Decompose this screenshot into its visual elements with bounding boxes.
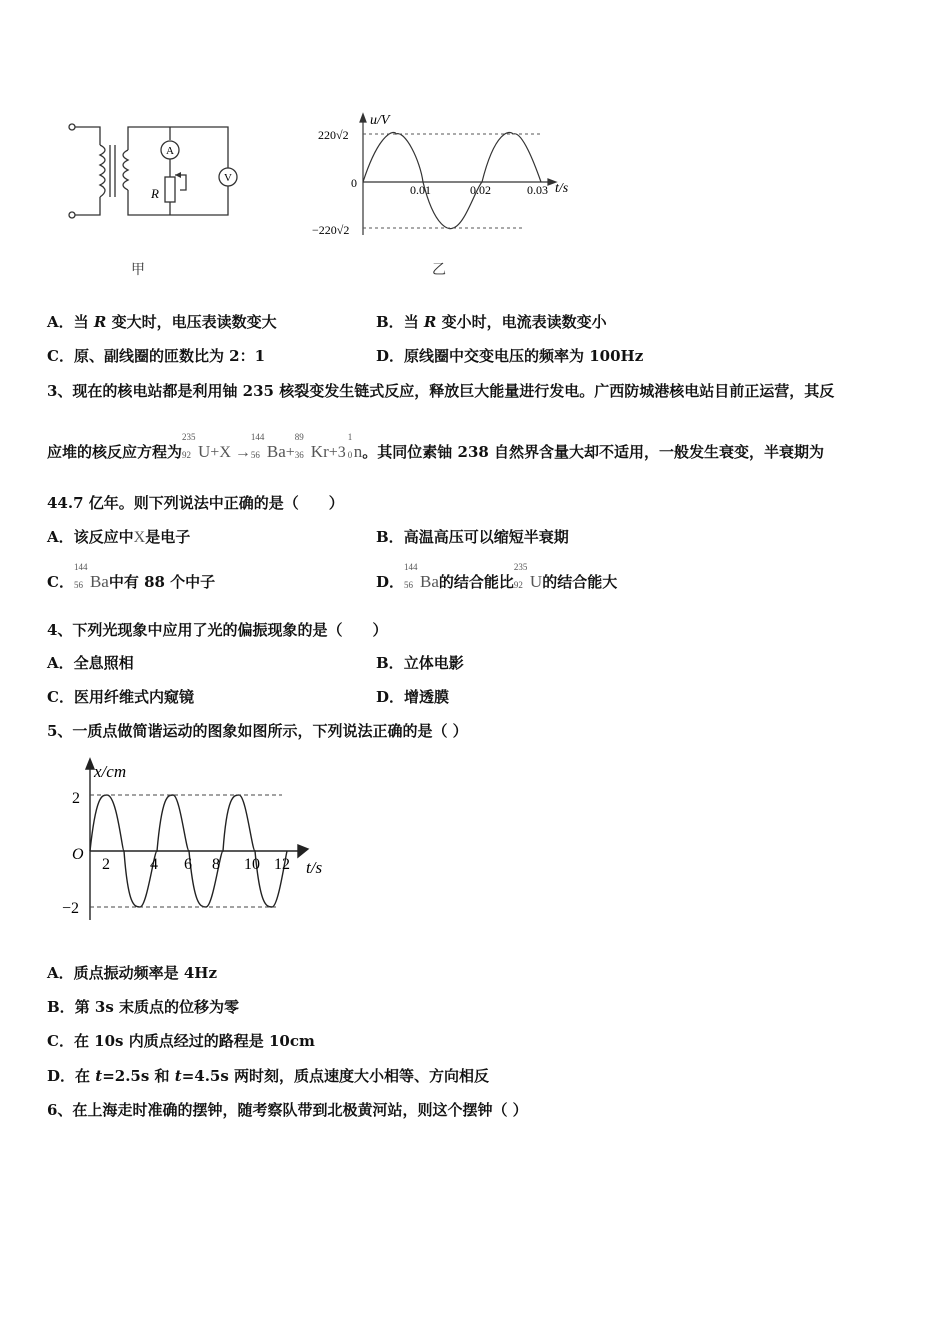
q2-option-d: D．原线圈中交变电压的频率为 100Hz bbox=[376, 347, 644, 365]
ammeter-label: A bbox=[166, 145, 174, 157]
q6-stem: 6、在上海走时准确的摆钟，随考察队带到北极黄河站，则这个摆钟（ ） bbox=[47, 1101, 528, 1119]
tick-label: 0.03 bbox=[527, 183, 548, 197]
oscillation-graph bbox=[62, 755, 342, 925]
tick-label: 6 bbox=[184, 856, 192, 873]
q4-option-a: A．全息照相 bbox=[47, 654, 134, 672]
q4-option-b: B．立体电影 bbox=[376, 654, 464, 672]
q5-option-a: A．质点振动频率是 4Hz bbox=[47, 964, 217, 982]
resistor-label: R bbox=[151, 186, 159, 201]
x-axis-label: t/s bbox=[555, 181, 569, 196]
q2-option-b: B．当 R 变小时，电流表读数变小 bbox=[376, 313, 607, 331]
q3-option-b: B．高温高压可以缩短半衰期 bbox=[376, 528, 569, 546]
tick-label: 4 bbox=[150, 856, 158, 873]
q4-stem: 4、下列光现象中应用了光的偏振现象的是（ ） bbox=[47, 621, 388, 639]
q5-option-b: B．第 3s 末质点的位移为零 bbox=[47, 998, 240, 1016]
tick-label: 0.02 bbox=[470, 183, 491, 197]
tick-label: 0.01 bbox=[410, 183, 431, 197]
origin-label: 0 bbox=[351, 176, 357, 190]
q2-option-c: C．原、副线圈的匝数比为 2：1 bbox=[47, 347, 266, 365]
tick-label: 12 bbox=[274, 856, 290, 873]
voltmeter-label: V bbox=[224, 172, 232, 184]
q3-option-a: A．该反应中X是电子 bbox=[47, 528, 191, 546]
y-max-label: 2 bbox=[72, 790, 80, 807]
q3-stem-line3: 44.7 亿年。则下列说法中正确的是（ ） bbox=[47, 494, 344, 512]
y-min-label: −220√2 bbox=[312, 223, 350, 237]
q5-option-d: D．在 t=2.5s 和 t=4.5s 两时刻，质点速度大小相等、方向相反 bbox=[47, 1067, 490, 1085]
origin-label: O bbox=[72, 846, 84, 863]
tick-label: 2 bbox=[102, 856, 110, 873]
q4-option-c: C．医用纤维式内窥镜 bbox=[47, 688, 194, 706]
tick-label: 10 bbox=[244, 856, 260, 873]
q5-stem: 5、一质点做简谐运动的图象如图所示，下列说法正确的是（ ） bbox=[47, 722, 468, 740]
y-min-label: −2 bbox=[62, 900, 80, 917]
q3-stem-line1: 3、现在的核电站都是利用铀 235 核裂变发生链式反应，释放巨大能量进行发电。广西防城港核电站目前正运营，其反 bbox=[47, 382, 835, 400]
voltage-graph-yi bbox=[310, 110, 590, 240]
figure-jia-caption: 甲 bbox=[131, 262, 145, 278]
tick-label: 8 bbox=[212, 856, 220, 873]
circuit-diagram-jia bbox=[60, 115, 250, 230]
q3-stem-line2: 应堆的核反应方程为 235 92 U+X → 144 56 Ba+ 89 36 Kr+3 1 0 n。其同位素铀 238 自然界含量大却不适用，一般发生衰变，半衰期为 bbox=[47, 432, 825, 461]
x-axis-label: t/s bbox=[306, 858, 323, 877]
q3-option-d: D． 144 56 Ba的结合能比 235 92 U的结合能大 bbox=[376, 562, 618, 591]
y-axis-label: x/cm bbox=[94, 762, 127, 781]
nuclear-equation: 235 92 U+X → 144 56 Ba+ 89 36 Kr+3 1 0 n bbox=[182, 432, 363, 461]
q3-option-c: C． 144 56 Ba中有 88 个中子 bbox=[47, 562, 216, 591]
y-axis-label: u/V bbox=[370, 113, 390, 128]
q5-option-c: C．在 10s 内质点经过的路程是 10cm bbox=[47, 1032, 315, 1050]
q4-option-d: D．增透膜 bbox=[376, 688, 450, 706]
figure-yi-caption: 乙 bbox=[432, 262, 446, 278]
y-max-label: 220√2 bbox=[318, 128, 349, 142]
q2-option-a: A．当 R 变大时，电压表读数变大 bbox=[47, 313, 277, 331]
